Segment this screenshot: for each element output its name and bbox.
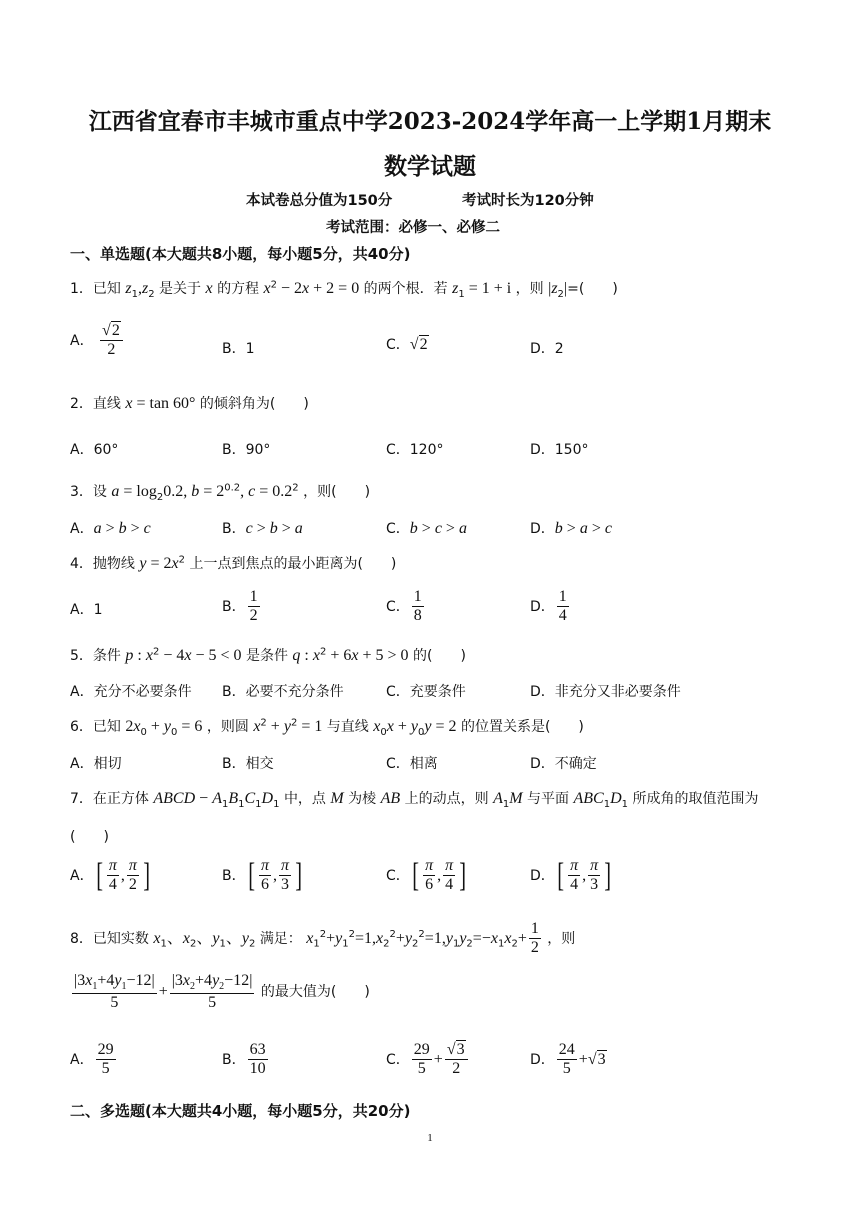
q1-option-c: C．√2	[386, 336, 428, 353]
section-heading-multiple-choice: 二、多选题(本大题共4小题，每小题5分，共20分)	[70, 1102, 411, 1120]
question-4: 4．抛物线 $y = 2x^2$ 上一点到焦点的最小距离为( )	[70, 554, 397, 572]
q8-option-d: D． $\frac{24}{5}$ +√3	[530, 1041, 606, 1078]
question-5: 5．条件 p : $x^2 - 4x - 5 < 0$ 是条件 q : $x^2 + 6x + 5 > 0$ 的( )	[70, 646, 466, 664]
q6-option-b: B．相交	[222, 756, 274, 772]
page-number: 1	[427, 1132, 433, 1144]
time-info: 考试时长为120分钟	[462, 193, 594, 209]
q3-option-c: C．b > c > a	[386, 520, 467, 537]
exam-scope: 考试范围：必修一、必修二	[326, 220, 500, 236]
score-info: 本试卷总分值为150分	[246, 193, 393, 209]
q6-option-d: D．不确定	[530, 756, 597, 772]
q6-option-c: C．相离	[386, 756, 438, 772]
q4-option-d: D． $\frac{1}{4}$	[530, 588, 567, 625]
q3-option-a: A．a > b > c	[70, 520, 151, 537]
q7-option-d: D．[ $\frac{\pi}{4}$ , $\frac{\pi}{3}$ ]	[530, 856, 612, 894]
question-1: 1．已知 $z_1,z_2$ 是关于 x 的方程 $x^2 - 2x + 2 = 0$ 的两个根．若 $z_1 = 1 + i$ ，则 $|z_2|=$( )	[70, 279, 618, 300]
q5-option-b: B．必要不充分条件	[222, 684, 344, 700]
q5-option-c: C．充要条件	[386, 684, 466, 700]
q8-option-c: C． $\frac{29}{5}$ + $\frac{√3}{2}$	[386, 1041, 470, 1079]
q5-option-d: D．非充分又非必要条件	[530, 684, 681, 700]
question-8-expression: $\frac{|3x_1+4y_1-12|}{5}$ + $\frac{|3x_2+4y_2-12|}{5}$ 的最大值为( )	[74, 972, 370, 1011]
q7-option-c: C．[ $\frac{\pi}{6}$ , $\frac{\pi}{4}$ ]	[386, 856, 467, 894]
question-2: 2．直线 x = tan 60° 的倾斜角为( )	[70, 395, 309, 412]
q1-option-d: D．2	[530, 341, 564, 357]
q4-option-a: A．1	[70, 602, 103, 618]
q2-option-a: A．60°	[70, 442, 119, 458]
q4-option-c: C． $\frac{1}{8}$	[386, 588, 422, 625]
q8-option-b: B． $\frac{63}{10}$	[222, 1041, 266, 1078]
q5-option-a: A．充分不必要条件	[70, 684, 192, 700]
q7-option-a: A．[ $\frac{\pi}{4}$ , $\frac{\pi}{2}$ ]	[70, 856, 150, 894]
q7-option-b: B．[ $\frac{\pi}{6}$ , $\frac{\pi}{3}$ ]	[222, 856, 303, 894]
exam-subtitle: 数学试题	[384, 153, 476, 180]
q2-option-d: D．150°	[530, 442, 589, 458]
question-7: 7．在正方体 ABCD − $A_1B_1C_1D_1$ 中，点 M 为棱 AB 上的动点，则 $A_1M$ 与平面 $ABC_1D_1$ 所成角的取值范围为	[70, 790, 759, 810]
q3-option-b: B．c > b > a	[222, 520, 303, 537]
question-3: 3．设 $a = \log_20.2$, $b = 2^{0.2}$, $c = 0.2^2$ ，则( )	[70, 482, 371, 503]
q3-option-d: D．b > a > c	[530, 520, 612, 537]
q6-option-a: A．相切	[70, 756, 122, 772]
question-6: 6．已知 $2x_0 + y_0 = 6$ ，则圆 $x^2 + y^2 = 1$ 与直线 $x_0x + y_0y = 2$ 的位置关系是( )	[70, 717, 584, 738]
q1-option-b: B．1	[222, 341, 255, 357]
q8-option-a: A． $\frac{29}{5}$	[70, 1041, 114, 1078]
q1-option-a: A． $\frac{√2}{2}$	[70, 322, 125, 360]
q2-option-b: B．90°	[222, 442, 271, 458]
question-7-answer-paren: ( )	[70, 829, 109, 845]
section-heading-single-choice: 一、单选题(本大题共8小题，每小题5分，共40分)	[70, 245, 411, 263]
q4-option-b: B． $\frac{1}{2}$	[222, 588, 258, 625]
question-8: 8．已知实数 $x_1$、$x_2$、$y_1$、$y_2$ 满足： $x_1^2+y_1^2=1,x_2^2+y_2^2=1,y_1y_2=-x_1x_2+$ $\frac{1}{2}$ ，则	[70, 920, 576, 957]
exam-title: 江西省宜春市丰城市重点中学2023-2024学年高一上学期1月期末	[88, 108, 772, 135]
q2-option-c: C．120°	[386, 442, 444, 458]
